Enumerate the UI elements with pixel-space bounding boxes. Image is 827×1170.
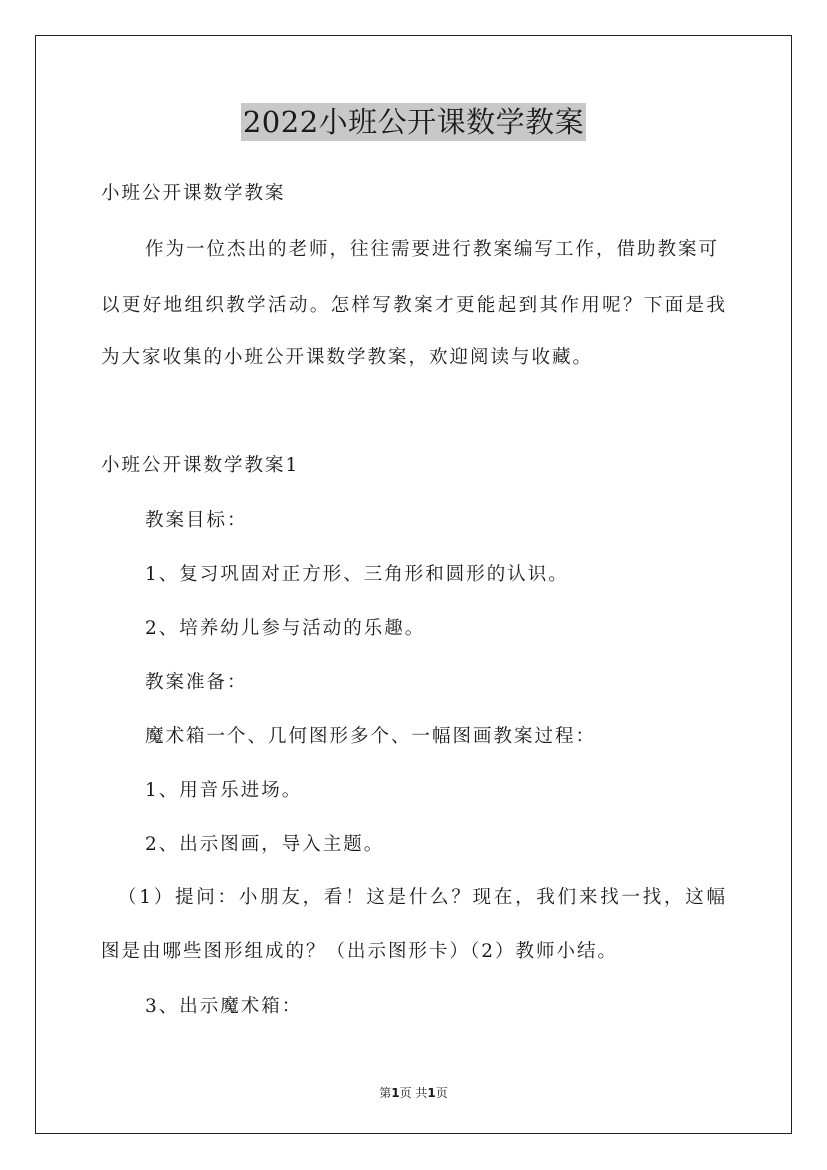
question-line-1: （1）提问：小朋友，看！这是什么？现在，我们来找一找，这幅 xyxy=(118,887,726,908)
page-footer xyxy=(0,1085,827,1101)
question-line-2: 图是由哪些图形组成的？（出示图形卡）（2）教师小结。 xyxy=(101,941,619,962)
document-subtitle: 小班公开课数学教案 xyxy=(101,183,286,204)
footer-total-pages: 1 xyxy=(427,1086,436,1100)
objective-2: 2、培养幼儿参与活动的乐趣。 xyxy=(145,618,426,639)
preparation-label: 教案准备： xyxy=(145,672,248,693)
preparation-items: 魔术箱一个、几何图形多个、一幅图画教案过程： xyxy=(145,726,597,747)
intro-line-3: 为大家收集的小班公开课数学教案，欢迎阅读与收藏。 xyxy=(101,347,594,368)
footer-page-number: 1 xyxy=(391,1086,400,1100)
intro-line-2: 以更好地组织教学活动。怎样写教案才更能起到其作用呢？下面是我 xyxy=(101,295,726,316)
document-title: 2022小班公开课数学教案 xyxy=(242,105,585,139)
footer-prefix: 第 xyxy=(379,1086,392,1100)
objective-1: 1、复习巩固对正方形、三角形和圆形的认识。 xyxy=(145,564,569,585)
process-step-3: 3、出示魔术箱： xyxy=(145,996,303,1017)
process-step-1: 1、用音乐进场。 xyxy=(145,780,303,801)
section-heading: 小班公开课数学教案1 xyxy=(101,455,300,476)
process-step-2: 2、出示图画，导入主题。 xyxy=(145,834,385,855)
objectives-label: 教案目标： xyxy=(145,510,248,531)
footer-suffix: 页 xyxy=(435,1086,448,1100)
footer-mid: 页 共 xyxy=(399,1086,428,1100)
intro-line-1: 作为一位杰出的老师，往往需要进行教案编写工作，借助教案可 xyxy=(145,239,720,260)
title-container xyxy=(0,103,827,141)
